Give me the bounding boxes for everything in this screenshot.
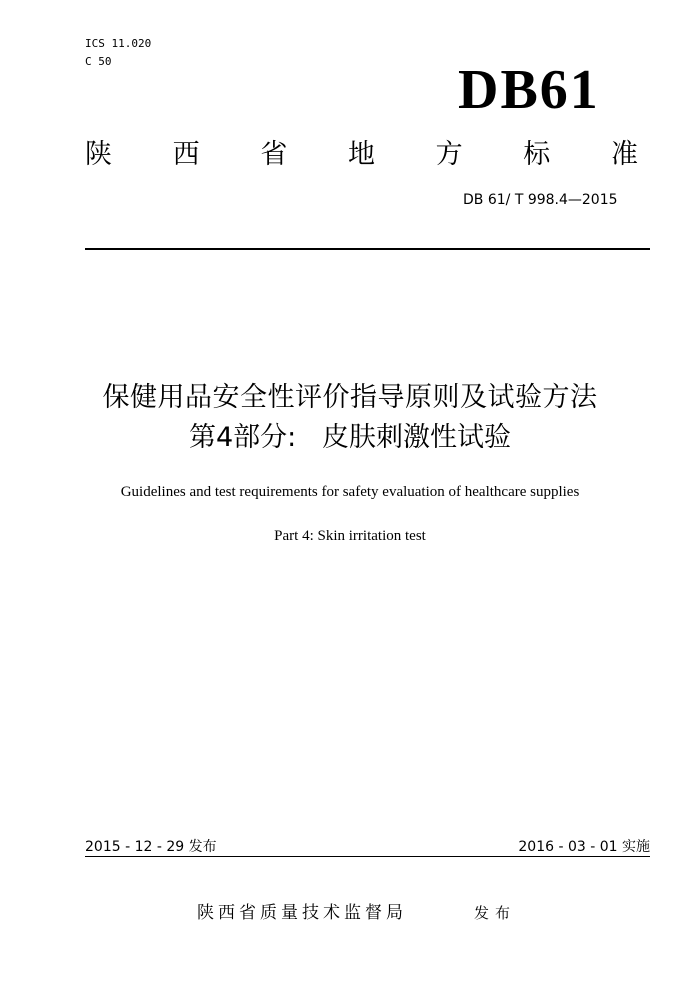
- standard-type-char: 方: [435, 139, 463, 170]
- header-divider: [85, 248, 650, 250]
- standard-type-char: 陕: [85, 139, 112, 170]
- issuing-authority: 陕西省质量技术监督局: [197, 903, 407, 923]
- standard-type-char: 西: [172, 139, 200, 170]
- ics-code: ICS 11.020: [85, 37, 152, 50]
- standard-type-title: [85, 138, 638, 172]
- db61-logo: DB61: [458, 59, 600, 121]
- standard-type-char: 省: [260, 139, 288, 170]
- issue-date: 2015 - 12 - 29 发布: [85, 839, 217, 855]
- standard-type-char: 地: [347, 139, 375, 170]
- document-title-en: Guidelines and test requirements for safety evaluation of healthcare supplies: [120, 484, 580, 500]
- footer-divider: [85, 856, 650, 857]
- document-part-title-cn: 第4部分: 皮肤刺激性试验: [188, 422, 512, 453]
- document-part-title-en: Part 4: Skin irritation test: [274, 528, 426, 544]
- standard-type-char: 准: [610, 139, 638, 170]
- publish-label: 发布: [474, 904, 517, 922]
- implementation-date: 2016 - 03 - 01 实施: [518, 839, 650, 855]
- document-title-cn: 保健用品安全性评价指导原则及试验方法: [102, 382, 598, 413]
- ccs-code: C 50: [85, 55, 112, 68]
- standard-number: DB 61/ T 998.4—2015: [463, 192, 618, 208]
- standard-type-char: 标: [523, 139, 551, 170]
